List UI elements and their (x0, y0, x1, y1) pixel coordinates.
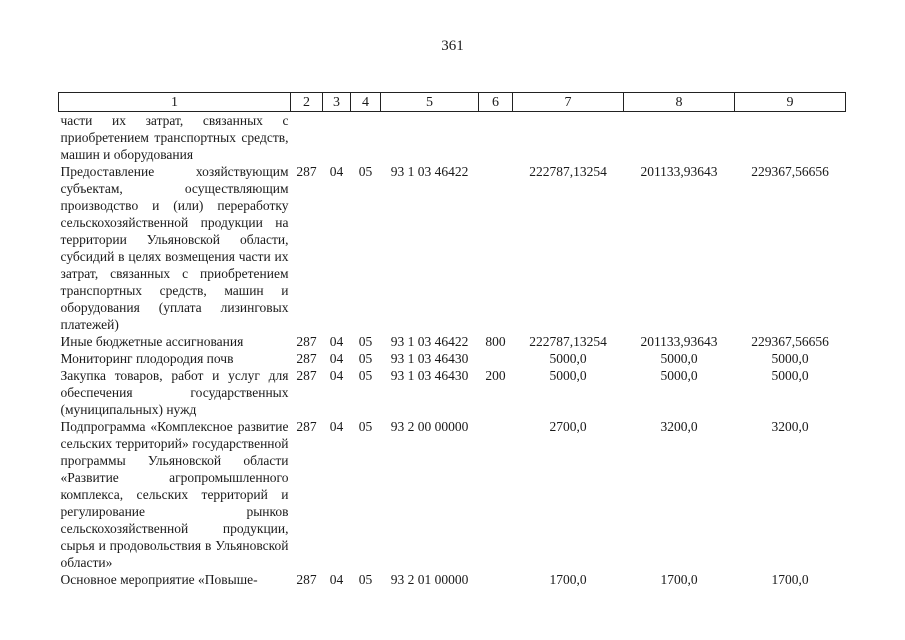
row-name: Основное мероприятие «Повыше- (60, 572, 258, 587)
cell-rz: 04 (329, 334, 344, 349)
cell-rz: 04 (329, 164, 344, 179)
cell-gr: 287 (296, 419, 317, 434)
cell-rz: 04 (329, 368, 344, 383)
cell-year2: 5000,0 (660, 368, 698, 383)
cell-pr (351, 112, 381, 164)
cell-csr: 93 1 03 46422 (390, 164, 469, 179)
cell-year3: 229367,56656 (751, 334, 829, 349)
cell-vr (479, 418, 513, 571)
cell-vr: 200 (485, 368, 506, 383)
cell-csr: 93 1 03 46430 (390, 368, 469, 383)
cell-year1: 222787,13254 (529, 164, 607, 179)
column-header: 7 (513, 93, 624, 112)
cell-rz: 04 (329, 572, 344, 587)
cell-csr: 93 2 01 00000 (390, 572, 469, 587)
table-row (59, 350, 846, 367)
cell-vr (479, 163, 513, 333)
cell-vr (479, 350, 513, 367)
table-row (59, 367, 846, 418)
row-name: Подпрограмма «Комплексное развитие сельских территорий» государственной программы Ульяновской области «Развитие агропромышленного комплекса, сельских территорий и регулирование рынков сельскохозяйственной продукции, сырья и продовольствия в Ульяновской области» (60, 419, 289, 570)
cell-rz: 04 (329, 351, 344, 366)
column-header: 4 (351, 93, 381, 112)
column-header: 5 (381, 93, 479, 112)
cell-rz: 04 (329, 419, 344, 434)
cell-year3: 1700,0 (771, 572, 809, 587)
cell-year1: 2700,0 (549, 419, 587, 434)
cell-year2: 201133,93643 (640, 164, 718, 179)
header-row (59, 93, 846, 112)
cell-pr: 05 (358, 419, 373, 434)
cell-year2: 5000,0 (660, 351, 698, 366)
cell-gr: 287 (296, 368, 317, 383)
table-row (59, 418, 846, 571)
cell-year2 (624, 112, 735, 164)
cell-pr: 05 (358, 164, 373, 179)
cell-vr (479, 112, 513, 164)
cell-vr: 800 (485, 334, 506, 349)
cell-pr: 05 (358, 572, 373, 587)
cell-year2: 3200,0 (660, 419, 698, 434)
table-row (59, 163, 846, 333)
cell-csr: 93 1 03 46430 (390, 351, 469, 366)
column-header: 6 (479, 93, 513, 112)
cell-year3: 3200,0 (771, 419, 809, 434)
budget-table (58, 92, 846, 588)
cell-gr: 287 (296, 572, 317, 587)
cell-year3 (735, 112, 846, 164)
cell-vr (479, 571, 513, 588)
cell-year1: 5000,0 (549, 351, 587, 366)
page-number: 361 (441, 38, 464, 54)
cell-rz (323, 112, 351, 164)
cell-pr: 05 (358, 351, 373, 366)
table-row (59, 333, 846, 350)
cell-year1: 5000,0 (549, 368, 587, 383)
cell-gr (291, 112, 323, 164)
cell-year1 (513, 112, 624, 164)
cell-year1: 1700,0 (549, 572, 587, 587)
cell-year3: 229367,56656 (751, 164, 829, 179)
row-name: Иные бюджетные ассигнования (60, 334, 244, 349)
row-name: Предоставление хозяйствующим субъектам, осуществляющим производство и (или) переработку сельскохозяйственной продукции на территории Ульяновской области, субсидий в целях возмещения части их затрат, связанных с приобретением транспортных средств, машин и оборудования (уплата лизинговых платежей) (60, 164, 289, 332)
cell-gr: 287 (296, 351, 317, 366)
column-header: 2 (291, 93, 323, 112)
column-header: 3 (323, 93, 351, 112)
cell-gr: 287 (296, 334, 317, 349)
column-header: 9 (735, 93, 846, 112)
cell-csr (381, 112, 479, 164)
cell-year1: 222787,13254 (529, 334, 607, 349)
table-row (59, 112, 846, 164)
cell-year3: 5000,0 (771, 351, 809, 366)
cell-csr: 93 1 03 46422 (390, 334, 469, 349)
cell-gr: 287 (296, 164, 317, 179)
table-row (59, 571, 846, 588)
row-name: Закупка товаров, работ и услуг для обеспечения государственных (муниципальных) нужд (60, 368, 289, 417)
cell-pr: 05 (358, 334, 373, 349)
cell-year3: 5000,0 (771, 368, 809, 383)
cell-csr: 93 2 00 00000 (390, 419, 469, 434)
row-name: части их затрат, связанных с приобретением транспортных средств, машин и оборудования (60, 113, 289, 162)
column-header: 8 (624, 93, 735, 112)
column-header: 1 (59, 93, 291, 112)
cell-year2: 201133,93643 (640, 334, 718, 349)
cell-year2: 1700,0 (660, 572, 698, 587)
row-name: Мониторинг плодородия почв (60, 351, 234, 366)
cell-pr: 05 (358, 368, 373, 383)
